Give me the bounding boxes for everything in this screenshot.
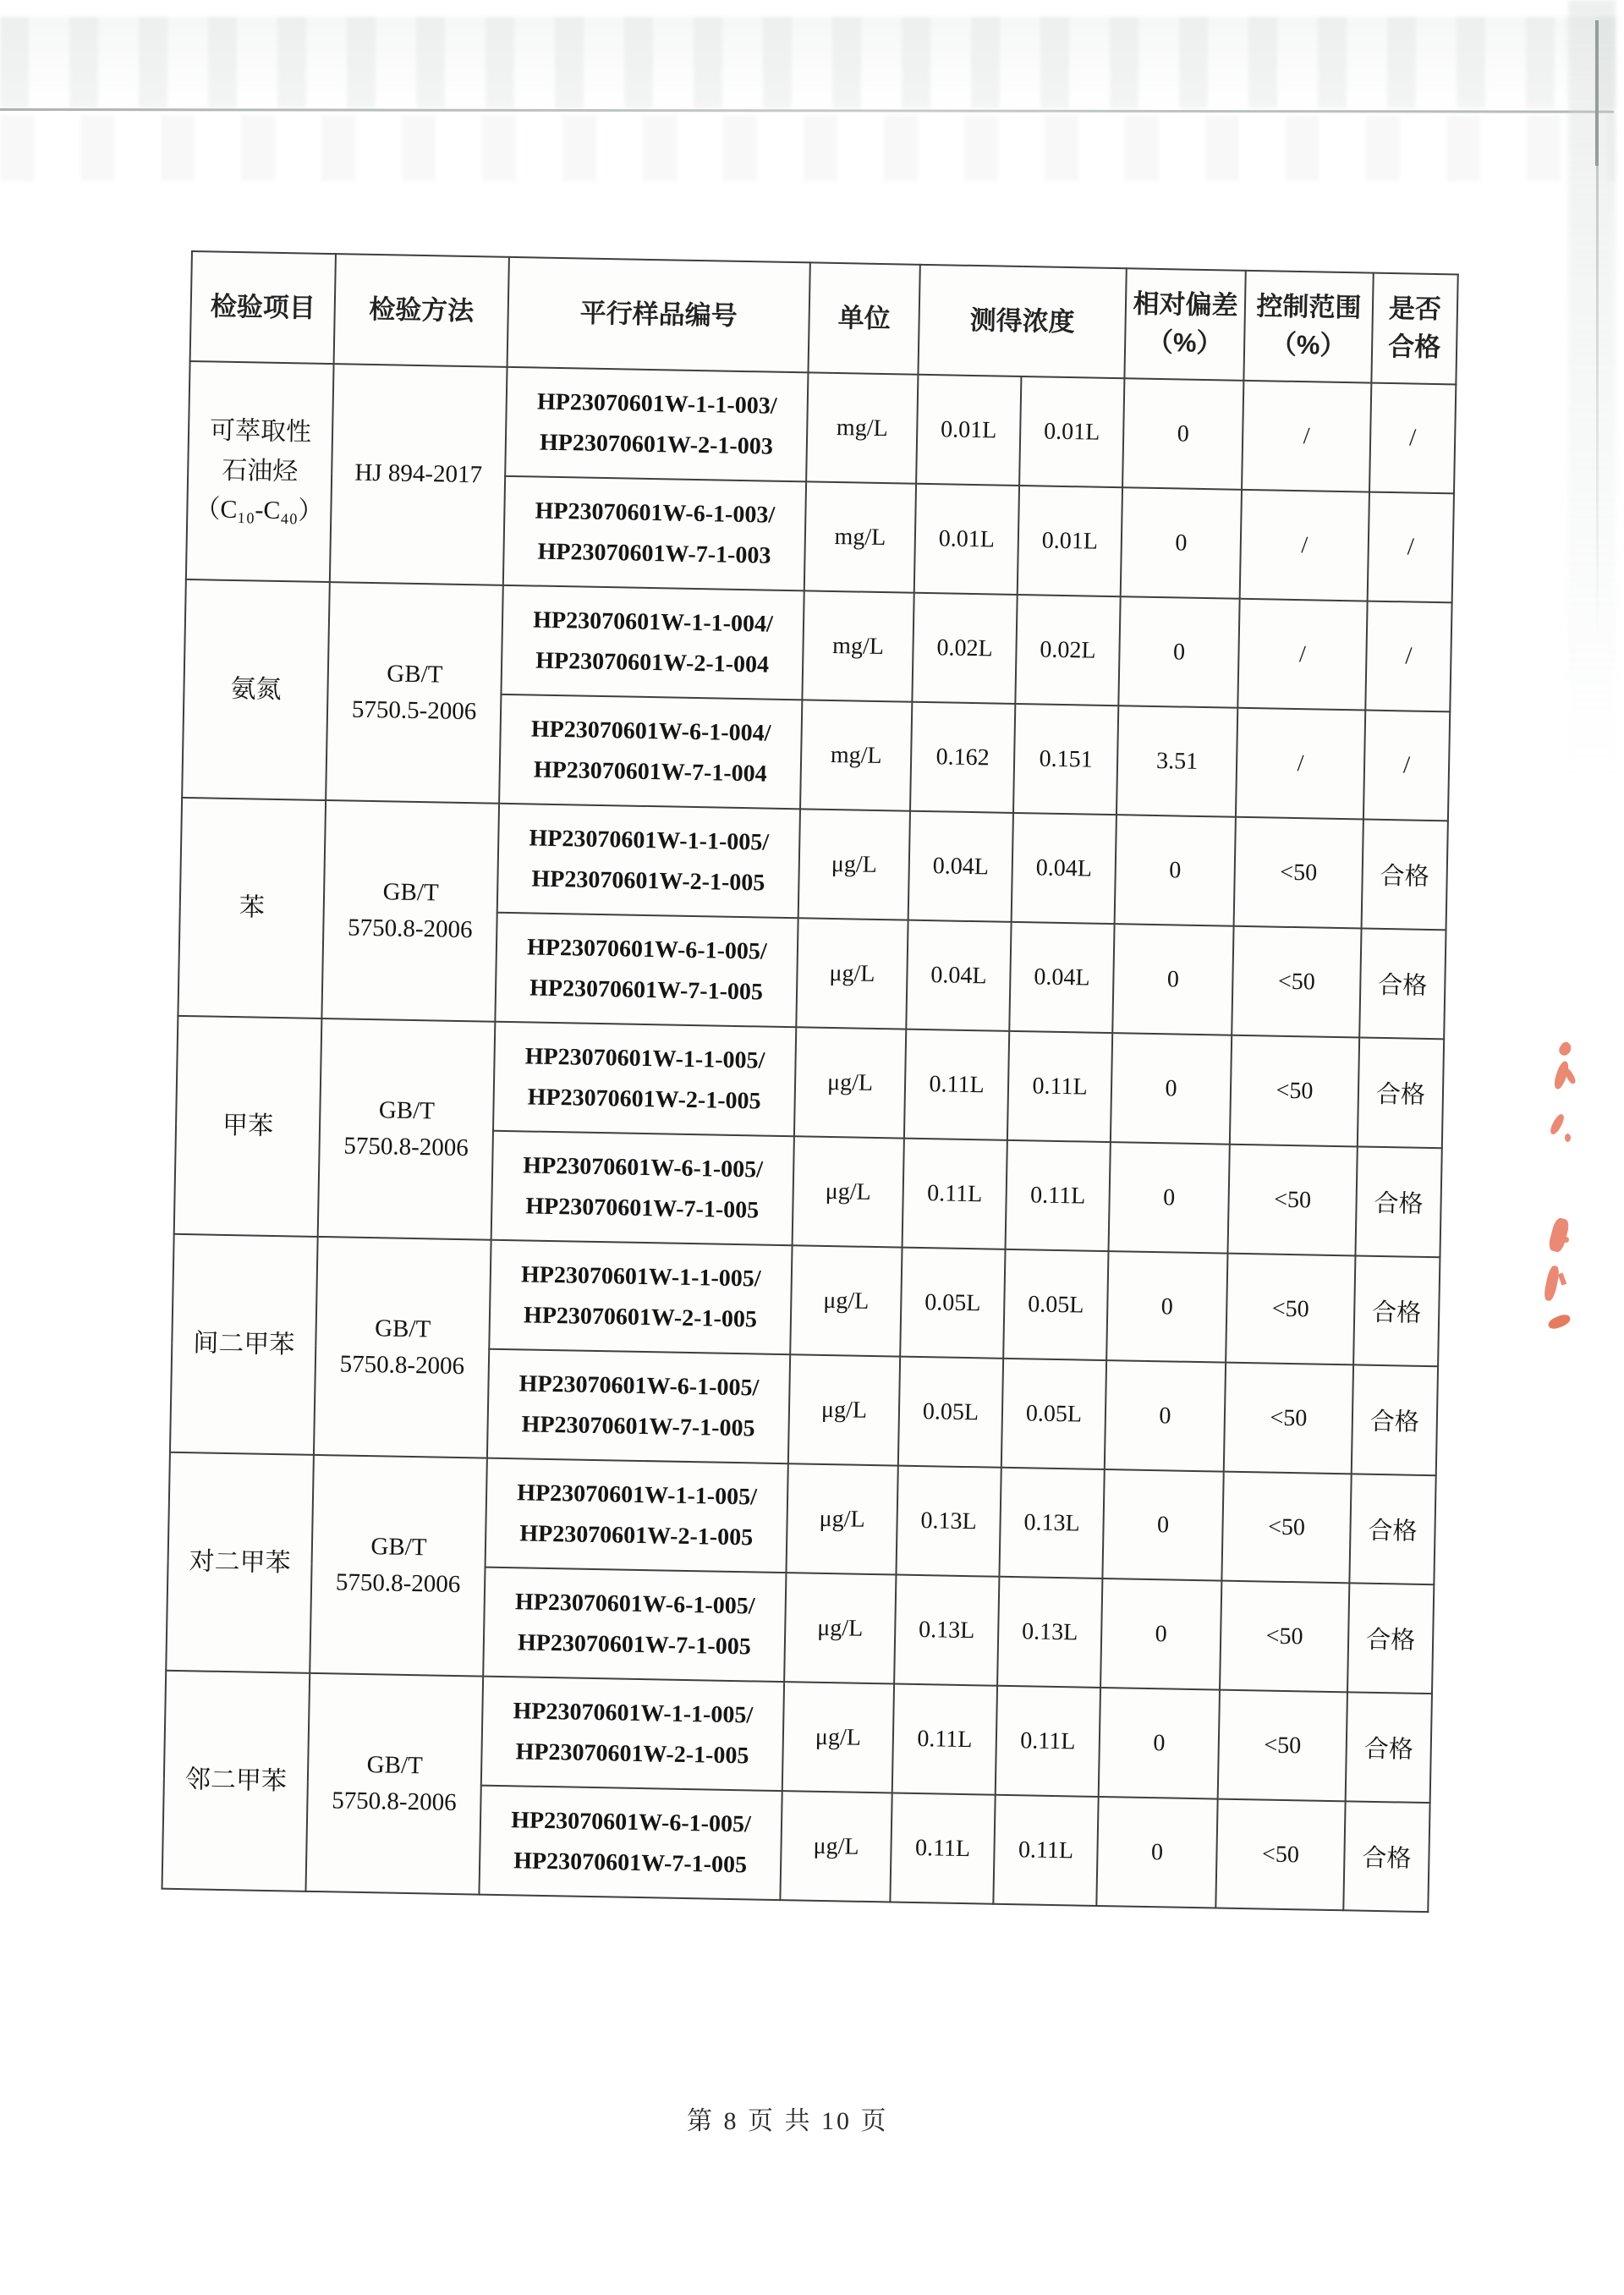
stamp-fragment: [1563, 1237, 1569, 1243]
concentration-2-cell: 0.01L: [1018, 486, 1122, 596]
page-number-footer: 第 8 页 共 10 页: [687, 2107, 889, 2135]
sample-id-cell: HP23070601W-1-1-005/ HP23070601W-2-1-005: [497, 804, 800, 919]
unit-cell: μg/L: [784, 1573, 896, 1683]
col-header-qualified: 是否 合格: [1371, 273, 1457, 385]
concentration-1-cell: 0.13L: [896, 1466, 1001, 1577]
concentration-2-cell: 0.11L: [1007, 1031, 1112, 1142]
item-cell: 间二甲苯: [170, 1234, 318, 1455]
control-range-cell: /: [1237, 599, 1367, 711]
method-cell: GB/T 5750.8-2006: [310, 1455, 487, 1677]
qualified-cell: 合格: [1343, 1801, 1429, 1912]
qualified-cell: /: [1365, 601, 1451, 712]
qualified-cell: 合格: [1362, 820, 1448, 931]
qualified-cell: 合格: [1352, 1364, 1438, 1475]
concentration-2-cell: 0.13L: [997, 1577, 1102, 1688]
col-header-relative-deviation: 相对偏差 （%）: [1124, 268, 1245, 381]
control-range-cell: <50: [1218, 1690, 1347, 1802]
method-cell: GB/T 5750.8-2006: [321, 800, 499, 1022]
qualified-cell: 合格: [1353, 1255, 1440, 1366]
unit-cell: μg/L: [798, 809, 910, 920]
qualified-cell: 合格: [1347, 1583, 1434, 1694]
unit-cell: mg/L: [802, 590, 914, 701]
control-range-cell: <50: [1224, 1363, 1353, 1474]
concentration-1-cell: 0.05L: [898, 1357, 1003, 1468]
concentration-1-cell: 0.05L: [900, 1248, 1005, 1359]
stamp-fragment: [1565, 1134, 1571, 1142]
sample-id-cell: HP23070601W-1-1-005/ HP23070601W-2-1-005: [481, 1677, 784, 1792]
concentration-2-cell: 0.04L: [1012, 813, 1116, 924]
concentration-1-cell: 0.04L: [906, 920, 1011, 1031]
unit-cell: μg/L: [786, 1463, 897, 1574]
control-range-cell: <50: [1232, 926, 1361, 1038]
control-range-cell: <50: [1215, 1799, 1345, 1911]
control-range-cell: /: [1236, 708, 1365, 820]
method-cell: GB/T 5750.8-2006: [314, 1237, 491, 1458]
qualified-cell: /: [1369, 383, 1456, 494]
deviation-cell: 0: [1106, 1251, 1227, 1363]
table-row: [164, 1671, 1432, 1803]
group-petroleum-hydrocarbons: [186, 361, 1456, 602]
concentration-2-cell: 0.11L: [996, 1686, 1100, 1797]
report-table-wrapper: [161, 250, 1458, 1913]
control-range-cell: /: [1240, 490, 1369, 601]
concentration-1-cell: 0.04L: [908, 811, 1013, 922]
concentration-1-cell: 0.162: [910, 702, 1015, 813]
scan-right-shadow-band: [1568, 0, 1616, 778]
concentration-2-cell: 0.04L: [1009, 922, 1114, 1033]
scan-horizontal-line: [0, 108, 1614, 113]
unit-cell: mg/L: [806, 372, 918, 483]
sample-id-cell: HP23070601W-1-1-003/ HP23070601W-2-1-003: [505, 367, 808, 482]
stamp-fragment: [1547, 1216, 1571, 1253]
sample-id-cell: HP23070601W-1-1-004/ HP23070601W-2-1-004: [501, 585, 804, 700]
concentration-1-cell: 0.11L: [892, 1684, 997, 1795]
col-header-control-range: 控制范围 （%）: [1243, 271, 1373, 383]
concentration-2-cell: 0.02L: [1015, 595, 1120, 706]
table-row: [180, 798, 1448, 930]
sample-id-cell: HP23070601W-6-1-005/ HP23070601W-7-1-005: [479, 1786, 782, 1901]
sample-id-cell: HP23070601W-6-1-005/ HP23070601W-7-1-005: [487, 1349, 790, 1464]
control-range-cell: <50: [1226, 1254, 1355, 1365]
qualified-cell: 合格: [1358, 1037, 1444, 1148]
table-row: [168, 1452, 1436, 1584]
group-m-xylene: [170, 1234, 1440, 1475]
item-cell: 邻二甲苯: [162, 1671, 310, 1891]
deviation-cell: 0: [1122, 378, 1243, 490]
concentration-1-cell: 0.11L: [890, 1793, 995, 1903]
concentration-1-cell: 0.01L: [916, 375, 1021, 486]
control-range-cell: <50: [1220, 1581, 1349, 1693]
scan-vertical-line: [1595, 20, 1599, 166]
stamp-fragment: [1543, 1265, 1561, 1302]
col-header-sample-id: 平行样品编号: [508, 257, 810, 373]
item-cell: 对二甲苯: [166, 1452, 314, 1673]
unit-cell: μg/L: [793, 1136, 904, 1247]
group-benzene: [178, 798, 1447, 1039]
unit-cell: μg/L: [780, 1791, 892, 1902]
stamp-fragment: [1557, 1040, 1574, 1058]
sample-id-cell: HP23070601W-6-1-005/ HP23070601W-7-1-005: [495, 913, 798, 1028]
deviation-cell: 0: [1118, 596, 1239, 708]
stamp-fragment: [1558, 1272, 1566, 1285]
sample-id-cell: HP23070601W-6-1-003/ HP23070601W-7-1-003: [503, 476, 806, 591]
group-o-xylene: [162, 1671, 1432, 1912]
method-cell: GB/T 5750.8-2006: [318, 1018, 496, 1240]
sample-id-cell: HP23070601W-1-1-005/ HP23070601W-2-1-005: [493, 1022, 796, 1137]
concentration-2-cell: 0.13L: [999, 1468, 1104, 1578]
group-p-xylene: [166, 1452, 1435, 1694]
unit-cell: μg/L: [788, 1354, 900, 1465]
method-cell: GB/T 5750.8-2006: [305, 1673, 483, 1895]
deviation-cell: 0: [1099, 1688, 1220, 1799]
method-cell: HJ 894-2017: [330, 364, 508, 585]
scan-streak-band-top: [0, 17, 1616, 108]
col-header-method: 检验方法: [334, 254, 509, 367]
stamp-fragment: [1548, 1112, 1566, 1136]
sample-id-cell: HP23070601W-6-1-004/ HP23070601W-7-1-004: [499, 695, 802, 810]
col-header-unit: 单位: [808, 262, 919, 374]
concentration-2-cell: 0.11L: [1006, 1140, 1111, 1251]
control-range-cell: <50: [1234, 817, 1363, 929]
deviation-cell: 0: [1121, 487, 1242, 599]
concentration-2-cell: 0.11L: [993, 1795, 1098, 1906]
qualified-cell: 合格: [1349, 1474, 1435, 1584]
deviation-cell: 0: [1112, 924, 1233, 1035]
qualified-cell: 合格: [1355, 1146, 1441, 1257]
control-range-cell: <50: [1221, 1472, 1351, 1584]
scan-vertical-line-faint: [1596, 166, 1599, 640]
col-header-item: 检验项目: [190, 251, 336, 364]
scan-streak-band-mid: [0, 115, 1616, 181]
control-range-cell: <50: [1227, 1145, 1357, 1256]
unit-cell: μg/L: [794, 1027, 906, 1138]
table-row: [176, 1016, 1444, 1148]
concentration-2-cell: 0.151: [1013, 704, 1118, 815]
deviation-cell: 3.51: [1116, 706, 1237, 817]
qualified-cell: /: [1368, 492, 1454, 603]
table-row: [172, 1234, 1440, 1366]
item-cell: 可萃取性 石油烃 （C₁₀-C₄₀）: [186, 361, 334, 582]
deviation-cell: 0: [1109, 1142, 1230, 1254]
stamp-fragment: [1547, 1312, 1572, 1331]
qualified-cell: 合格: [1359, 928, 1446, 1039]
deviation-cell: 0: [1102, 1469, 1223, 1581]
concentration-1-cell: 0.11L: [903, 1139, 1007, 1249]
qualified-cell: /: [1363, 711, 1450, 821]
unit-cell: mg/L: [804, 481, 916, 592]
deviation-cell: 0: [1096, 1797, 1217, 1908]
concentration-1-cell: 0.01L: [914, 484, 1019, 595]
deviation-cell: 0: [1100, 1578, 1221, 1690]
sample-id-cell: HP23070601W-6-1-005/ HP23070601W-7-1-005: [483, 1568, 786, 1683]
item-cell: 甲苯: [174, 1016, 322, 1237]
method-cell: GB/T 5750.5-2006: [326, 582, 503, 804]
deviation-cell: 0: [1105, 1360, 1226, 1472]
item-cell: 氨氮: [182, 579, 330, 800]
col-header-concentration: 测得浓度: [918, 265, 1126, 378]
concentration-2-cell: 0.05L: [1003, 1249, 1108, 1360]
qualified-cell: 合格: [1346, 1692, 1432, 1803]
sample-id-cell: HP23070601W-1-1-005/ HP23070601W-2-1-005: [486, 1458, 788, 1573]
item-cell: 苯: [178, 798, 326, 1018]
sample-id-cell: HP23070601W-1-1-005/ HP23070601W-2-1-005: [489, 1240, 792, 1355]
concentration-2-cell: 0.05L: [1001, 1359, 1106, 1469]
group-ammonia-nitrogen: [182, 579, 1451, 821]
unit-cell: μg/L: [796, 918, 908, 1029]
control-range-cell: <50: [1230, 1035, 1359, 1147]
concentration-1-cell: 0.02L: [912, 593, 1017, 704]
deviation-cell: 0: [1111, 1033, 1232, 1145]
concentration-2-cell: 0.01L: [1019, 376, 1124, 487]
concentration-1-cell: 0.11L: [904, 1029, 1009, 1140]
control-range-cell: /: [1242, 381, 1371, 492]
unit-cell: mg/L: [800, 700, 912, 810]
table-row: [188, 361, 1456, 493]
qc-parallel-sample-table: [161, 250, 1458, 1913]
unit-cell: μg/L: [790, 1245, 902, 1356]
deviation-cell: 0: [1115, 815, 1236, 926]
group-toluene: [174, 1016, 1444, 1257]
sample-id-cell: HP23070601W-6-1-005/ HP23070601W-7-1-005: [491, 1131, 794, 1246]
concentration-1-cell: 0.13L: [894, 1575, 999, 1686]
unit-cell: μg/L: [782, 1682, 894, 1793]
table-row: [184, 579, 1452, 711]
